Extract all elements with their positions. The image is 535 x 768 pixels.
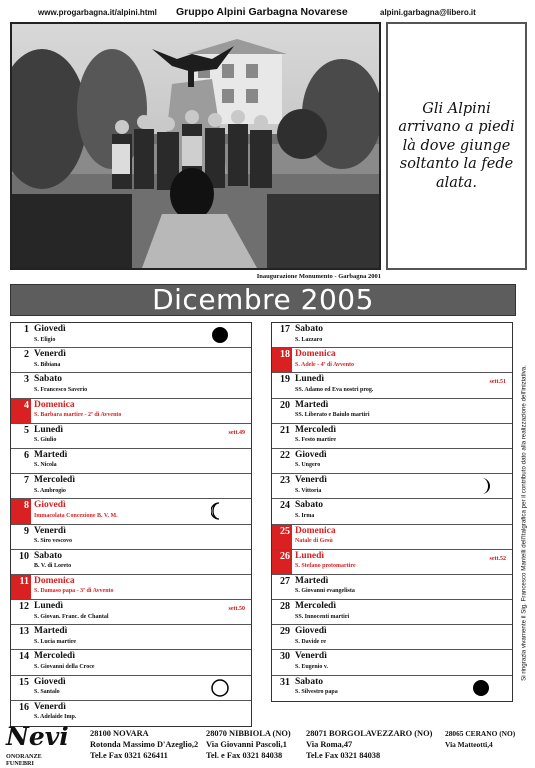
quote-box [386,22,527,270]
new-moon-icon [211,326,229,344]
day-name: Domenica [295,525,336,536]
saint-name: SS. Adamo ed Eva nostri prog. [295,386,374,393]
full-moon-icon [211,679,229,697]
sponsor-footer [0,724,535,768]
calendar-day-21 [272,424,512,449]
quote-text: Gli Alpini arrivano a piedi là dove giunge soltanto la fede alata. [398,100,515,191]
saint-name: SS. Liberato e Baiulo martiri [295,412,370,419]
calendar-day-4 [11,399,251,424]
address-line: Via Matteotti,4 [445,740,493,749]
calendar-day-12 [11,600,251,625]
calendar-day-13 [11,625,251,650]
acknowledgement-text: Si ringrazia vivamente il Sig. Francesco Mantelli dell'Italgrafica per il contributo dato alla realizzazione dell'iniziativa. [520,364,528,681]
saint-name: S. Siro vescovo [34,538,73,544]
address-phone: Tel.e Fax 0321 626411 [90,751,168,760]
day-name: Martedì [34,626,68,637]
address-line: Rotonda Massimo D'Azeglio,2 [90,740,199,749]
day-name: Giovedì [34,324,66,334]
day-name: Giovedì [295,626,327,637]
address-borgolavezzaro [306,728,432,761]
logo-subtitle-line2: FUNEBRI [6,760,34,767]
calendar-day-9 [11,525,251,550]
saint-name: S. Ungero [295,462,321,469]
day-name: Venerdì [295,651,327,662]
day-name: Domenica [295,349,336,360]
address-novara [90,728,198,761]
calendar-day-14 [11,650,251,675]
page-title: Gruppo Alpini Garbagna Novarese [176,6,348,18]
saint-name: Immacolata Concezione B. V. M. [34,512,118,519]
saint-name: S. Francesco Saverio [34,386,88,393]
day-name: Lunedì [295,550,325,561]
saint-name: S. Eugenio v. [295,663,329,670]
saint-name: S. Nicola [34,462,57,469]
day-name: Lunedì [295,374,325,385]
day-number: 8 [11,499,31,523]
photo-caption: Inaugurazione Monumento - Garbagna 2001 [256,273,381,280]
day-number: 2 [24,349,29,361]
day-number: 7 [24,475,29,487]
day-name: Lunedì [34,601,64,612]
page-header [0,6,535,20]
calendar-day-5 [11,424,251,449]
saint-name: S. Festo martire [295,437,337,444]
day-name: Mercoledì [34,651,75,662]
day-name: Sabato [295,324,323,334]
address-line: 28100 NOVARA [90,729,149,738]
day-number: 19 [280,374,290,386]
saint-name: SS. Innocenti martiri [295,613,350,620]
new-moon-icon [472,679,490,697]
saint-name: S. Adele - 4ª di Avvento [295,361,355,368]
calendar-day-29 [272,625,512,650]
calendar-day-24 [272,499,512,524]
logo-subtitle-line1: ONORANZE [6,753,42,760]
day-number: 30 [280,651,290,663]
day-name: Martedì [295,399,329,410]
calendar-day-20 [272,399,512,424]
calendar-day-30 [272,650,512,675]
saint-name: S. Giovanni evangelista [295,588,355,595]
day-number: 26 [272,550,292,574]
day-name: Domenica [34,575,75,586]
calendar-day-1 [11,323,251,348]
day-name: Giovedì [34,500,66,511]
day-name: Lunedì [34,424,64,435]
email-address[interactable]: alpini.garbagna@libero.it [380,8,476,17]
saint-name: S. Lucia martire [34,638,77,645]
day-number: 28 [280,601,290,613]
saint-name: S. Santalo [34,689,60,696]
week-number: sett.50 [228,606,245,613]
calendar-day-3 [11,373,251,398]
address-phone: Tel.e Fax 0321 84038 [306,751,381,760]
calendar-day-7 [11,474,251,499]
calendar-day-23 [272,474,512,499]
calendar-day-10 [11,550,251,575]
day-number: 22 [280,449,290,461]
address-line: Via Roma,47 [306,740,353,749]
saint-name: S. Giovan. Franc. de Chantal [34,613,109,620]
day-name: Venerdì [34,525,66,536]
day-number: 3 [24,374,29,386]
day-name: Venerdì [34,701,66,712]
day-number: 16 [19,701,29,713]
day-name: Giovedì [295,449,327,460]
day-number: 15 [19,676,29,688]
day-number: 9 [24,525,29,537]
calendar-day-28 [272,600,512,625]
saint-name: S. Lazzaro [295,336,323,343]
address-line: 28065 CERANO (NO) [445,729,516,738]
calendar-column-left [10,322,252,727]
calendar-day-2 [11,348,251,373]
day-number: 10 [19,550,29,562]
day-number: 21 [280,424,290,436]
day-name: Sabato [295,500,323,511]
address-line: 28071 BORGOLAVEZZARO (NO) [306,729,433,738]
week-number: sett.51 [489,379,506,386]
saint-name: S. Barbara martire - 2ª di Avvento [34,412,122,419]
calendar-day-31 [272,676,512,701]
day-name: Venerdì [34,349,66,360]
calendar-day-19 [272,373,512,398]
saint-name: B. V. di Loreto [34,563,72,570]
saint-name: S. Davide re [295,638,327,645]
calendar-day-11 [11,575,251,600]
day-number: 12 [19,601,29,613]
calendar-day-22 [272,449,512,474]
saint-name: S. Bibiana [34,361,61,368]
calendar-day-26 [272,550,512,575]
first-quarter-moon-icon [211,502,229,520]
day-name: Martedì [34,449,68,460]
address-cerano [445,728,515,750]
saint-name: Natale di Gesù [295,538,333,544]
website-url[interactable]: www.progarbagna.it/alpini.html [38,8,157,17]
calendar-day-25 [272,525,512,550]
saint-name: S. Irma [295,512,315,519]
calendar-day-15 [11,676,251,701]
last-quarter-moon-icon [472,477,490,495]
day-number: 31 [280,676,290,688]
monument-photo [10,22,381,270]
saint-name: S. Ambrogio [34,487,66,494]
saint-name: S. Vittoria [295,487,322,494]
day-number: 29 [280,626,290,638]
day-name: Sabato [295,676,323,687]
address-phone: Tel. e Fax 0321 84038 [206,751,283,760]
day-name: Domenica [34,399,75,410]
calendar-day-17 [272,323,512,348]
day-name: Venerdì [295,475,327,486]
calendar-column-right [271,322,513,702]
month-title: Dicembre 2005 [10,284,516,316]
calendar-day-18 [272,348,512,373]
day-number: 24 [280,500,290,512]
calendar-day-6 [11,449,251,474]
day-number: 13 [19,626,29,638]
logo-subtitle [6,753,42,767]
day-name: Mercoledì [34,475,75,486]
day-number: 27 [280,575,290,587]
saint-name: S. Adelaide Imp. [34,714,77,721]
day-name: Sabato [34,550,62,561]
day-number: 17 [280,324,290,335]
day-number: 1 [24,324,29,335]
day-number: 14 [19,651,29,663]
address-line: 28070 NIBBIOLA (NO) [206,729,291,738]
day-number: 23 [280,475,290,487]
saint-name: S. Damaso papa - 3ª di Avvento [34,588,114,595]
day-name: Giovedì [34,676,66,687]
address-line: Via Giovanni Pascoli,1 [206,740,287,749]
day-name: Mercoledì [295,424,336,435]
day-number: 20 [280,399,290,411]
day-number: 5 [24,424,29,436]
nevi-logo [6,724,88,768]
day-number: 18 [272,348,292,372]
day-number: 11 [11,575,31,599]
logo-name: Nevi [6,722,69,751]
saint-name: S. Giulio [34,437,57,444]
day-name: Mercoledì [295,601,336,612]
day-number: 25 [272,525,292,549]
address-nibbiola [206,728,291,761]
week-number: sett.49 [228,429,245,436]
acknowledgement-note [517,300,531,745]
day-number: 6 [24,449,29,461]
calendar-day-8 [11,499,251,524]
day-name: Martedì [295,575,329,586]
day-number: 4 [11,399,31,423]
week-number: sett.52 [489,555,506,562]
saint-name: S. Eligio [34,336,56,343]
day-name: Sabato [34,374,62,385]
calendar-day-27 [272,575,512,600]
saint-name: S. Stefano protomartire [295,563,356,570]
saint-name: S. Silvestro papa [295,689,338,696]
saint-name: S. Giovanni della Croce [34,663,95,670]
